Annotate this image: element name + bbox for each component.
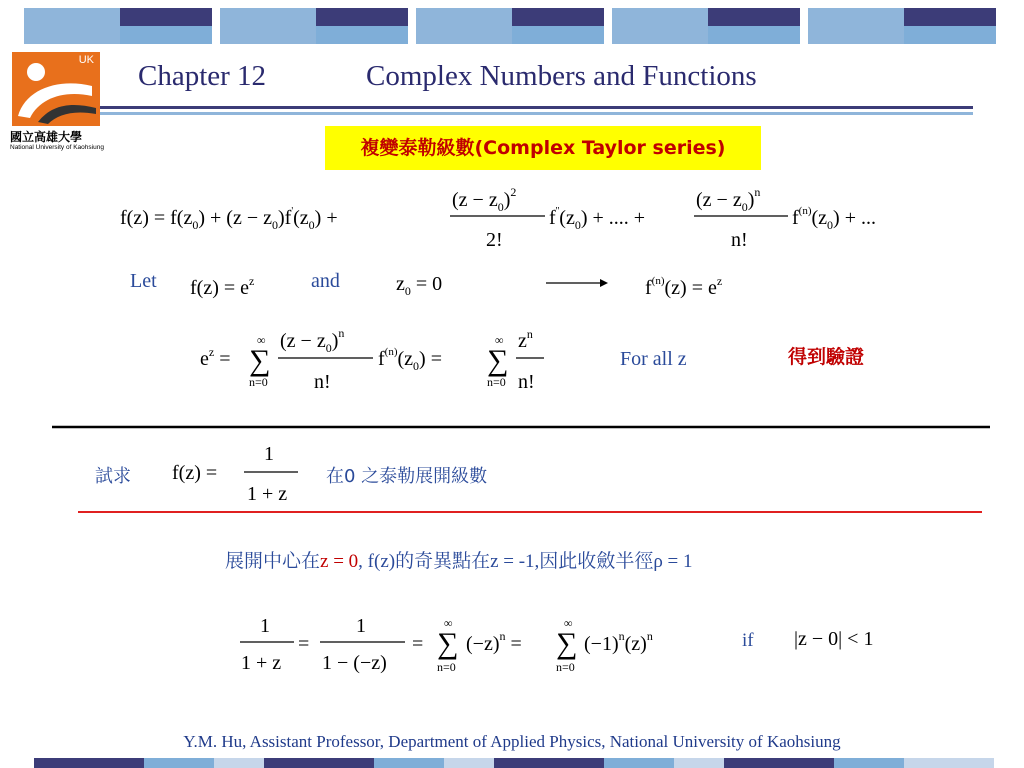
svg-text:∑: ∑ [249,344,271,377]
svg-text:f(z) =: f(z) = [172,462,218,484]
svg-text:1: 1 [260,615,270,637]
svg-text:(−z)n =: $(-z)^n$ = [466,629,522,655]
svg-text:f(n)(z) = ez: $f^{(n)}(z) = e^z$ [645,274,723,299]
svg-text:n!: n! [518,371,535,393]
svg-text:n=0: n=0 [556,660,575,674]
svg-text:(z − z0)n: $(z - z_0)^n$ [280,326,345,355]
svg-text:n=0: n=0 [249,375,268,389]
svg-text:∑: ∑ [437,627,459,660]
svg-text:=: = [298,633,310,655]
svg-text:1: 1 [264,443,274,465]
svg-text:1: 1 [356,615,366,637]
svg-text:z0 = 0: $z_0 = 0$ [396,273,443,298]
svg-text:=: = [412,633,424,655]
svg-text:∑: ∑ [487,344,509,377]
svg-text:(z − z0)n: $(z - z_0)^n$ [696,185,761,214]
band-segment [214,758,264,768]
svg-text:f(z) = f(z0) + (z − z0)f'(z0): $f(z) = f(z_0) + (z - z_0)f'(z_0)$ + [120,206,338,232]
geometric-series-expansion [240,615,873,674]
and-label: and [311,270,340,292]
band-segment [374,758,444,768]
svg-text:f(n)(z0) =: $f^{(n)}(z_0)$ = [378,346,442,373]
svg-text:f''(z0) + .... +: $f''(z_0)$ + .... + [549,206,646,232]
svg-text:zn: $z^n$ [518,327,533,352]
if-label: if [742,630,754,651]
let-label: Let [130,270,157,292]
svg-text:(z − z0)2: $(z - z_0)^2$ [452,185,517,214]
svg-text:∞: ∞ [257,333,266,347]
convergence-center: z = 0 [320,551,359,572]
convergence-note-prefix: 展開中心在 [225,550,321,572]
chapter-label: Chapter 12 [138,60,267,92]
page-title: Complex Numbers and Functions [366,60,757,92]
section-title-text: 複變泰勒級數(Complex Taylor series) [360,137,726,159]
band-segment [674,758,724,768]
svg-text:n!: n! [731,229,748,251]
svg-text:n!: n! [314,371,331,393]
footer-credit: Y.M. Hu, Assistant Professor, Department of Applied Physics, National University of Kaohsiung [183,732,841,751]
band-segment [144,758,214,768]
convergence-note-suffix: , f(z)的奇異點在z = -1,因此收斂半徑ρ = 1 [358,551,693,572]
svg-text:∞: ∞ [495,333,504,347]
band-segment [494,758,604,768]
band-segment [724,758,834,768]
svg-text:1 − (−z): 1 − (−z) [322,652,387,674]
svg-text:1 + z: 1 + z [241,652,282,674]
svg-text:∑: ∑ [556,627,578,660]
arrow-right-icon [600,279,608,287]
let-expression [190,273,722,299]
svg-text:∞: ∞ [444,616,453,630]
logo-badge-text: UK [78,54,94,66]
exercise-description: 在0 之泰勒展開級數 [326,466,488,487]
exercise-function [172,443,298,505]
svg-text:∞: ∞ [564,616,573,630]
band-segment [604,758,674,768]
bottom-decorative-band [0,758,1024,768]
band-segment [444,758,494,768]
svg-text:|z − 0| < 1: |z − 0| < 1 [794,628,874,650]
exponential-series [200,326,544,393]
band-segment [834,758,904,768]
logo-name-cn: 國立高雄大學 [10,130,83,144]
svg-text:n=0: n=0 [487,375,506,389]
try-label: 試求 [95,466,131,487]
logo-name-en: National University of Kaohsiung [10,144,104,151]
svg-text:n=0: n=0 [437,660,456,674]
svg-text:f(n)(z0) + ...: $f^{(n)}(z_0)$ + ... [792,205,876,232]
svg-text:2!: 2! [486,229,503,251]
svg-text:f(z) = ez: $f(z) = e^z$ [190,274,255,299]
verified-label: 得到驗證 [788,346,865,368]
svg-text:(−1)n(z)n: $(-1)^n(z)^n$ [584,629,653,655]
svg-text:1 + z: 1 + z [247,483,288,505]
svg-text:ez =: $e^z$ = [200,345,231,370]
taylor-series-formula [120,185,876,251]
band-segment [904,758,994,768]
convergence-note [225,546,693,573]
band-segment [34,758,144,768]
for-all-label: For all z [620,348,687,370]
band-segment [264,758,374,768]
